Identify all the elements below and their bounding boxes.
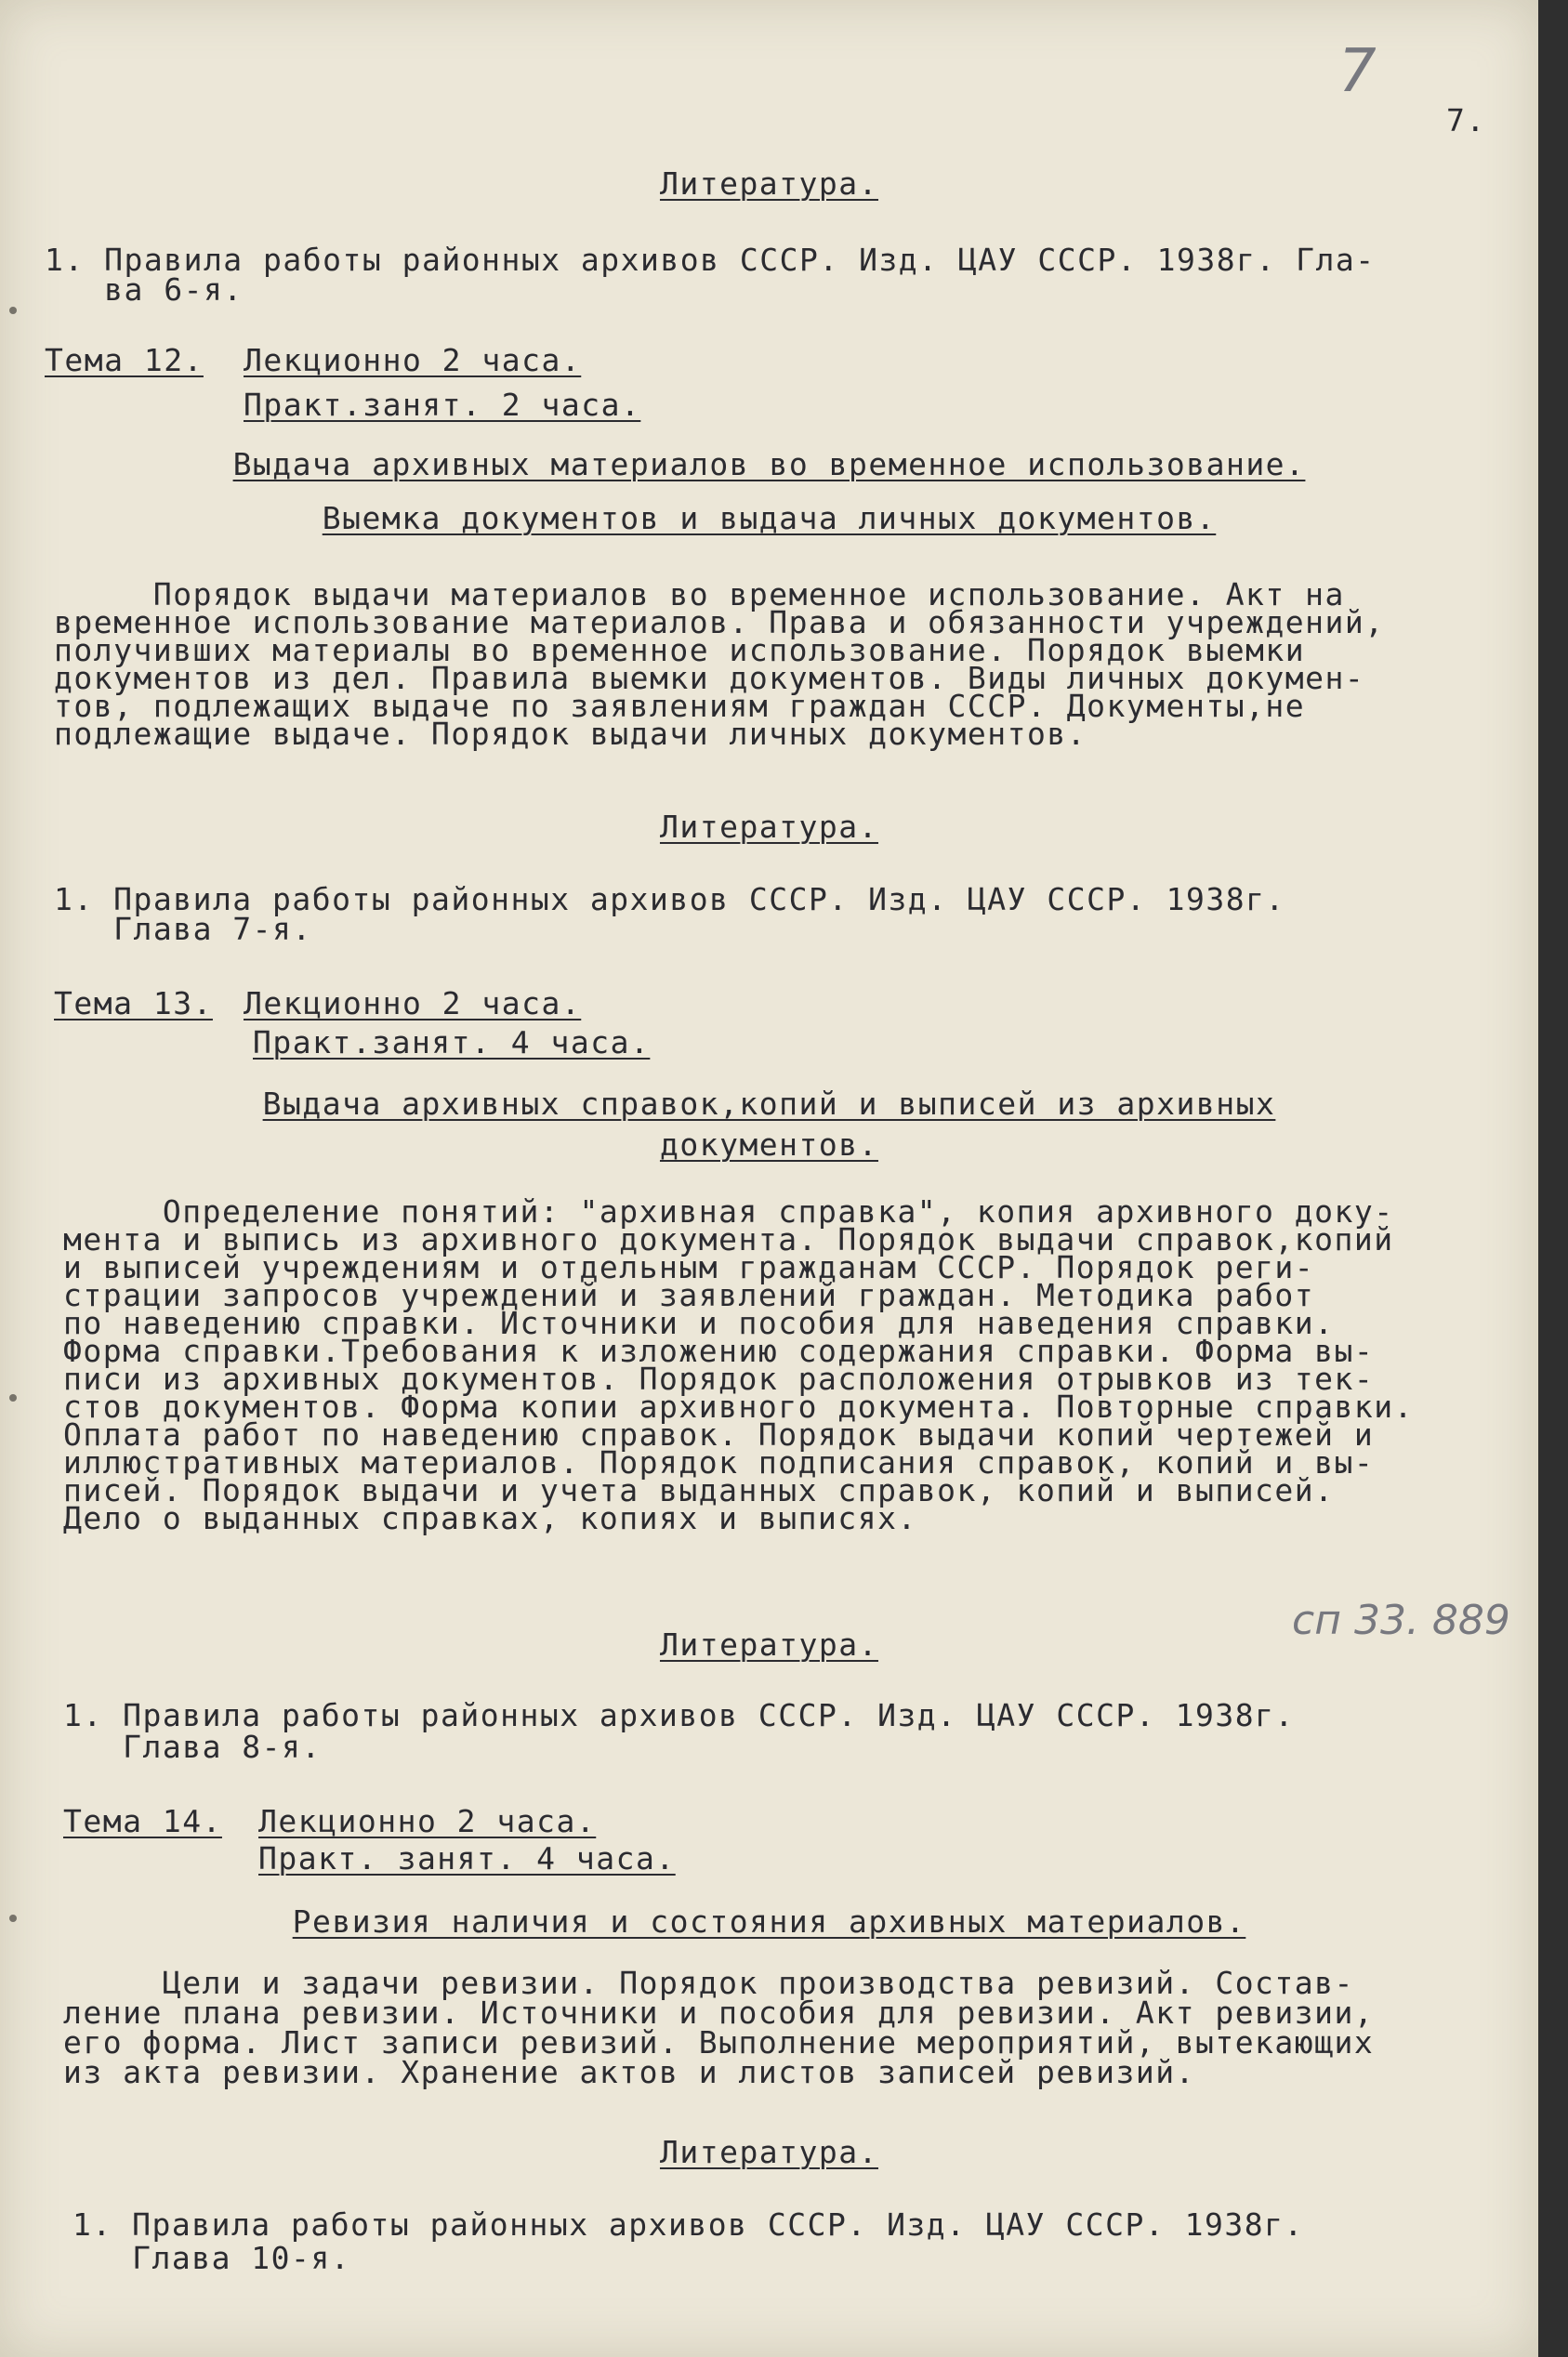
topic-label: Тема 13. [54,985,213,1021]
folio-number: 7 [1338,37,1377,106]
topic-body-line: Порядок выдачи материалов во временное использование. Акт на [54,576,1345,612]
binding-hole [9,1394,17,1402]
topic-body-line: из акта ревизии. Хранение актов и листов записей ревизий. [63,2054,1195,2090]
literature-item: Глава 7-я. [54,911,312,947]
topic-body-line: его форма. Лист записи ревизий. Выполнение мероприятий, вытекающих [63,2024,1375,2061]
literature-item: Глава 10-я. [72,2240,351,2276]
literature-item: 1. Правила работы районных архивов СССР. Изд. ЦАУ СССР. 1938г. [63,1697,1295,1733]
topic-body-line: иллюстративных материалов. Порядок подписания справок, копий и вы- [63,1444,1375,1481]
lecture-hours: Лекционно 2 часа. [244,342,582,378]
literature-heading: Литература. [659,2134,879,2170]
literature-heading: Литература. [659,165,879,202]
topic-body-line: Определение понятий: "архивная справка", копия архивного доку- [63,1193,1394,1230]
topic-body-line: Цели и задачи ревизии. Порядок производства ревизий. Состав- [63,1965,1354,2001]
topic-label: Тема 14. [63,1803,222,1839]
topic-title: Выдача архивных материалов во временное использование. [232,446,1306,482]
topic-body-line: мента и выпись из архивного документа. Порядок выдачи справок,копий [63,1221,1394,1258]
literature-item: 1. Правила работы районных архивов СССР. Изд. ЦАУ СССР. 1938г. Гла- [45,242,1376,278]
practice-hours: Практ. занят. 4 часа. [258,1840,676,1876]
topic-title: Ревизия наличия и состояния архивных материалов. [292,1903,1246,1940]
literature-item: ва 6-я. [45,271,244,308]
topic-body-line: писей. Порядок выдачи и учета выданных справок, копий и выписей. [63,1472,1335,1508]
literature-item: 1. Правила работы районных архивов СССР. Изд. ЦАУ СССР. 1938г. [54,881,1285,917]
topic-body-line: временное использование материалов. Права и обязанности учреждений, [54,604,1385,640]
topic-body-line: тов, подлежащих выдаче по заявлениям граждан СССР. Документы,не [54,688,1306,724]
topic-body-line: писи из архивных документов. Порядок расположения отрывков из тек- [63,1361,1375,1397]
topic-body-line: Оплата работ по наведению справок. Порядок выдачи копий чертежей и [63,1416,1375,1453]
binding-hole [9,307,17,314]
lecture-hours: Лекционно 2 часа. [244,985,582,1021]
topic-title: Выемка документов и выдача личных документов. [322,500,1217,536]
topic-body-line: Форма справки.Требования к изложению содержания справки. Форма вы- [63,1333,1375,1369]
practice-hours: Практ.занят. 2 часа. [244,387,641,423]
lecture-hours: Лекционно 2 часа. [258,1803,597,1839]
topic-body-line: Дело о выданных справках, копиях и выписях. [63,1500,917,1536]
practice-hours: Практ.занят. 4 часа. [253,1024,651,1060]
topic-body-line: страции запросов учреждений и заявлений граждан. Методика работ [63,1277,1315,1313]
topic-body-line: и выписей учреждениям и отдельным гражданам СССР. Порядок реги- [63,1249,1315,1285]
topic-title: документов. [659,1126,879,1163]
literature-heading: Литература. [659,1626,879,1663]
literature-item: 1. Правила работы районных архивов СССР. Изд. ЦАУ СССР. 1938г. [72,2206,1304,2243]
topic-body-line: подлежащие выдаче. Порядок выдачи личных документов. [54,716,1087,752]
archive-mark: сп 33. 889 [1292,1597,1510,1644]
topic-label: Тема 12. [45,342,204,378]
topic-body-line: стов документов. Форма копии архивного документа. Повторные справки. [63,1389,1415,1425]
topic-body-line: документов из дел. Правила выемки документов. Виды личных докумен- [54,660,1365,696]
literature-item: Глава 8-я. [63,1729,322,1765]
topic-title: Выдача архивных справок,копий и выписей из архивных [262,1086,1276,1122]
literature-heading: Литература. [659,809,879,845]
scan-edge [1538,0,1568,2357]
topic-body-line: получивших материалы во временное использование. Порядок выемки [54,632,1306,668]
topic-body-line: по наведению справки. Источники и пособия для наведения справки. [63,1305,1335,1341]
topic-body-line: ление плана ревизии. Источники и пособия для ревизии. Акт ревизии, [63,1995,1375,2031]
page-number: 7. [1446,102,1486,138]
